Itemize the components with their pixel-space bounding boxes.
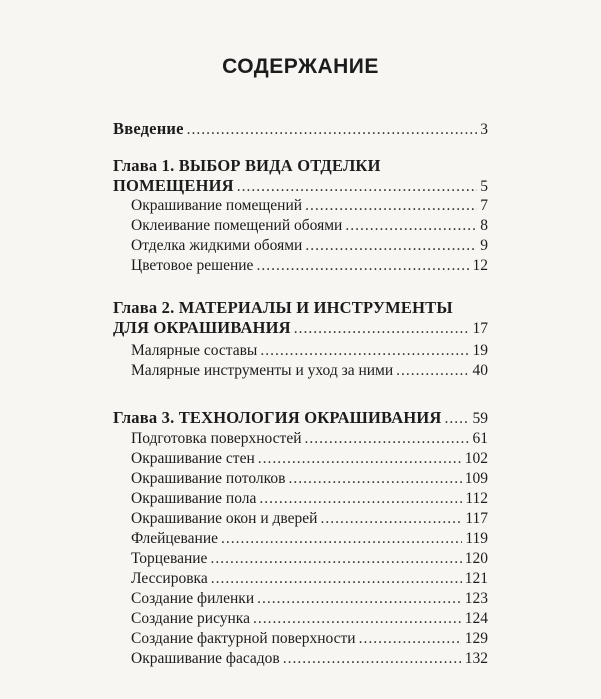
toc-entry-label: Создание фактурной поверхности bbox=[131, 630, 356, 647]
toc-entry-label: Введение bbox=[113, 119, 184, 138]
dot-leader bbox=[260, 341, 469, 361]
toc-entry-section[interactable] bbox=[131, 609, 488, 629]
toc-entry-section[interactable] bbox=[131, 256, 488, 276]
toc-entry-label: Окрашивание окон и дверей bbox=[131, 510, 318, 527]
dot-leader bbox=[359, 629, 462, 649]
toc-entry-section[interactable] bbox=[131, 589, 488, 609]
toc-page-number: 124 bbox=[464, 610, 488, 627]
toc-page-number: 17 bbox=[472, 320, 488, 337]
dot-leader bbox=[445, 409, 470, 429]
dot-leader bbox=[210, 549, 461, 569]
toc-entry-chapter-1[interactable] bbox=[113, 176, 488, 197]
toc-page-number: 8 bbox=[480, 217, 488, 234]
dot-leader bbox=[237, 177, 477, 197]
toc-page-number: 7 bbox=[480, 197, 488, 214]
dot-leader bbox=[283, 649, 462, 669]
toc-entry-label: Окрашивание потолков bbox=[131, 470, 286, 487]
toc-entry-label: Цветовое решение bbox=[131, 257, 254, 274]
toc-page-number: 123 bbox=[464, 590, 488, 607]
dot-leader bbox=[187, 120, 478, 140]
toc-page-number: 12 bbox=[472, 257, 488, 274]
toc-entry-section[interactable] bbox=[131, 569, 488, 589]
toc-entry-section[interactable] bbox=[131, 429, 488, 449]
toc-entry-section[interactable] bbox=[131, 361, 488, 381]
toc-page-number: 19 bbox=[472, 342, 488, 359]
toc-entry-label: Окрашивание пола bbox=[131, 490, 257, 507]
toc-entry-label: Флейцевание bbox=[131, 530, 219, 547]
toc-entry-label: Окрашивание помещений bbox=[131, 197, 303, 214]
toc-page-number: 3 bbox=[480, 121, 488, 138]
toc-entry-label: Создание рисунка bbox=[131, 610, 250, 627]
toc-entry-section[interactable] bbox=[131, 469, 488, 489]
toc-entry-label: Глава 3. ТЕХНОЛОГИЯ ОКРАШИВАНИЯ bbox=[113, 408, 442, 427]
dot-leader bbox=[320, 509, 462, 529]
toc-entry-label: Окрашивание фасадов bbox=[131, 650, 280, 667]
toc-entry-label: Отделка жидкими обоями bbox=[131, 237, 303, 254]
toc-entry-section[interactable] bbox=[131, 649, 488, 669]
dot-leader bbox=[257, 589, 462, 609]
toc-entry-section[interactable] bbox=[131, 196, 488, 216]
toc-page-number: 40 bbox=[472, 362, 488, 379]
toc-page-number: 61 bbox=[472, 430, 488, 447]
toc-entry-label: Оклеивание помещений обоями bbox=[131, 217, 343, 234]
toc-entry-intro[interactable] bbox=[113, 119, 488, 140]
dot-leader bbox=[221, 529, 462, 549]
dot-leader bbox=[294, 319, 470, 339]
toc-entry-section[interactable] bbox=[131, 216, 488, 236]
toc-entry-section[interactable] bbox=[131, 549, 488, 569]
toc-page-number: 121 bbox=[464, 570, 488, 587]
toc-entry-label: Подготовка поверхностей bbox=[131, 430, 302, 447]
toc-entry-label: Торцевание bbox=[131, 550, 208, 567]
dot-leader bbox=[305, 196, 477, 216]
toc-entry-chapter-3[interactable] bbox=[113, 408, 488, 429]
toc-entry-label: Окрашивание стен bbox=[131, 450, 255, 467]
toc-page-number: 117 bbox=[465, 510, 488, 527]
dot-leader bbox=[305, 236, 477, 256]
toc-entry-section[interactable] bbox=[131, 629, 488, 649]
toc-entry-label: Малярные инструменты и уход за ними bbox=[131, 362, 394, 379]
dot-leader bbox=[345, 216, 477, 236]
toc-page-number: 112 bbox=[465, 490, 488, 507]
chapter-1-title[interactable]: Глава 1. ВЫБОР ВИДА ОТДЕЛКИ bbox=[113, 156, 381, 175]
dot-leader bbox=[288, 469, 461, 489]
toc-entry-chapter-2[interactable] bbox=[113, 318, 488, 339]
toc-entry-section[interactable] bbox=[131, 449, 488, 469]
dot-leader bbox=[259, 489, 462, 509]
dot-leader bbox=[396, 361, 469, 381]
toc-page-number: 9 bbox=[480, 237, 488, 254]
dot-leader bbox=[253, 609, 462, 629]
page-title: СОДЕРЖАНИЕ bbox=[222, 55, 379, 78]
toc-page-number: 102 bbox=[464, 450, 488, 467]
chapter-2-title[interactable]: Глава 2. МАТЕРИАЛЫ И ИНСТРУМЕНТЫ bbox=[113, 298, 453, 317]
toc-page-number: 120 bbox=[464, 550, 488, 567]
toc-entry-section[interactable] bbox=[131, 529, 488, 549]
toc-entry-label: Лессировка bbox=[131, 570, 208, 587]
toc-page-number: 119 bbox=[465, 530, 488, 547]
dot-leader bbox=[256, 256, 469, 276]
toc-entry-label: ПОМЕЩЕНИЯ bbox=[113, 176, 234, 195]
toc-page-number: 5 bbox=[480, 178, 488, 195]
toc-entry-label: ДЛЯ ОКРАШИВАНИЯ bbox=[113, 318, 291, 337]
toc-entry-label: Создание филенки bbox=[131, 590, 255, 607]
toc-entry-label: Малярные составы bbox=[131, 342, 258, 359]
toc-entry-section[interactable] bbox=[131, 489, 488, 509]
dot-leader bbox=[211, 569, 462, 589]
toc-page-number: 129 bbox=[464, 630, 488, 647]
dot-leader bbox=[258, 449, 462, 469]
toc-page-number: 109 bbox=[464, 470, 488, 487]
toc-entry-section[interactable] bbox=[131, 509, 488, 529]
toc-entry-section[interactable] bbox=[131, 341, 488, 361]
dot-leader bbox=[305, 429, 470, 449]
toc-page-number: 132 bbox=[464, 650, 488, 667]
toc-entry-section[interactable] bbox=[131, 236, 488, 256]
toc-page-number: 59 bbox=[472, 410, 488, 427]
